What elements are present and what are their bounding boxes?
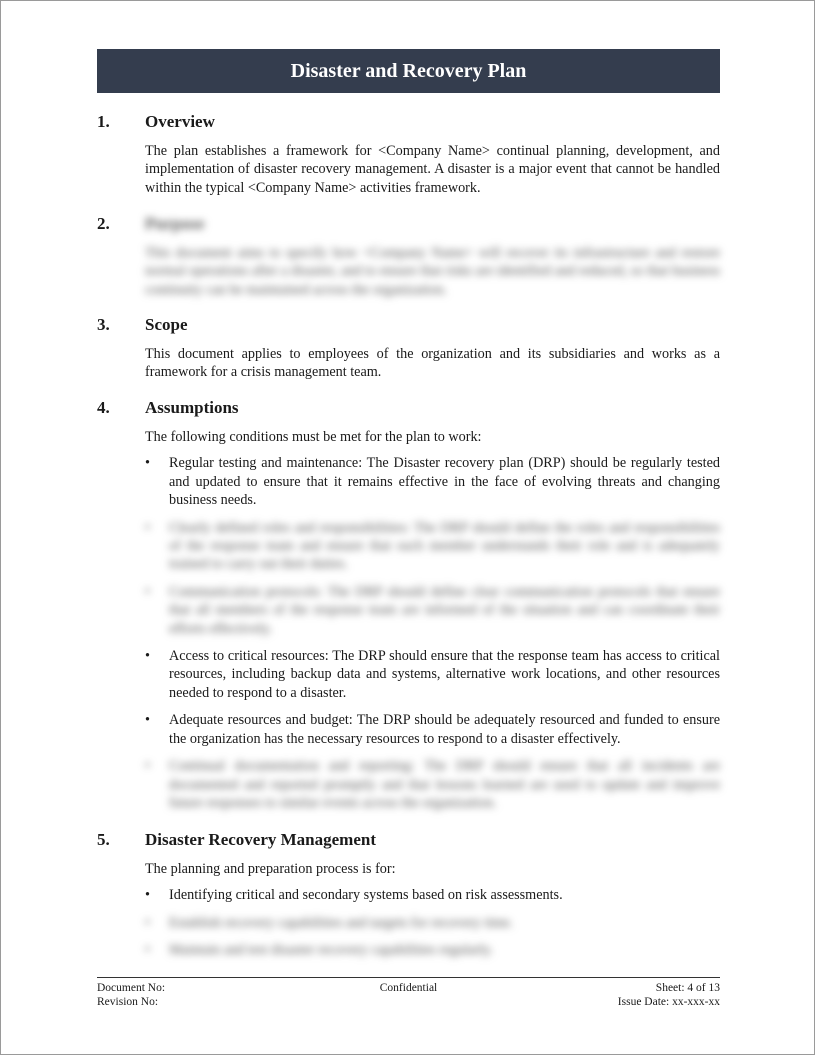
footer-confidential: Confidential: [379, 982, 438, 994]
list-item: [145, 454, 720, 509]
list-item-text: Establish recovery capabilities and targets for recovery time.: [169, 914, 514, 931]
list-item-text: Communication protocols: The DRP should define clear communication protocols that ensure that all members of the response team are informed of the situation and can coordinate their efforts effectively.: [169, 583, 720, 637]
bullet-icon: •: [145, 455, 150, 472]
section-heading: [97, 112, 720, 134]
footer-sheet: Sheet: 4 of 13: [655, 982, 720, 994]
list-item: [145, 914, 720, 932]
list-item-text: Continual documentation and reporting: The DRP should ensure that all incidents are documented and reported promptly and that lessons learned are used to update and improve future responses to similar events across the organization.: [169, 758, 720, 811]
bullet-icon: •: [145, 942, 150, 959]
planning-list: [145, 886, 720, 959]
document-title: Disaster and Recovery Plan: [290, 59, 527, 82]
footer-revision-no: Revision No:: [97, 996, 159, 1008]
section-overview: [97, 112, 720, 197]
section-heading: [97, 315, 720, 337]
bullet-icon: •: [145, 758, 150, 775]
section-scope: [97, 315, 720, 382]
section-number: 4.: [97, 398, 110, 417]
section-title: Disaster Recovery Management: [145, 830, 377, 849]
list-item-text: Adequate resources and budget: The DRP should be adequately resourced and funded to ensure the organization has the necessary resources to respond to a disaster effectively.: [169, 712, 720, 747]
section-number: 3.: [97, 315, 110, 334]
section-title: Assumptions: [145, 398, 239, 417]
section-title: Purpose: [145, 214, 205, 233]
list-item: [145, 941, 720, 959]
list-item-text: Access to critical resources: The DRP should ensure that the response team has access to critical resources, including backup data and systems, alternative work locations, and other resources needed to respond to a disaster.: [169, 648, 720, 701]
list-item-text: Regular testing and maintenance: The Disaster recovery plan (DRP) should be regularly tested and updated to ensure that it remains effective in the face of evolving threats and changing business needs.: [169, 455, 720, 509]
bullet-icon: •: [145, 914, 150, 931]
section-heading: [97, 214, 720, 236]
bullet-icon: •: [145, 712, 150, 729]
list-item-text: Maintain and test disaster recovery capabilities regularly.: [169, 942, 494, 959]
section-intro: The following conditions must be met for the plan to work:: [145, 429, 482, 445]
list-item: [145, 886, 720, 904]
list-item: [145, 757, 720, 812]
section-title: Overview: [145, 112, 215, 131]
footer-document-no: Document No:: [97, 982, 166, 994]
section-intro: The planning and preparation process is for:: [145, 861, 396, 877]
section-paragraph: This document applies to employees of the organization and its subsidiaries and works as a framework for a crisis management team.: [145, 346, 720, 381]
assumptions-list: [145, 454, 720, 812]
list-item: [145, 647, 720, 702]
bullet-icon: •: [145, 887, 150, 904]
document-title-bar: [97, 49, 720, 93]
bullet-icon: •: [145, 648, 150, 665]
section-paragraph: The plan establishes a framework for <Company Name> continual planning, development, and implementation of disaster recovery management. A disaster is a major event that cannot be handled within the typical <Company Name> activities framework.: [145, 143, 720, 196]
list-item: [145, 583, 720, 638]
section-paragraph: This document aims to specify how <Company Name> will recover its infrastructure and restore normal operations after a disaster, and to ensure that risks are identified and reduced, so that business continuity can be maintained across the organization.: [145, 245, 720, 298]
section-number: 2.: [97, 214, 110, 233]
section-disaster-recovery-management: [97, 830, 720, 969]
list-item: [145, 519, 720, 574]
section-number: 1.: [97, 112, 110, 131]
bullet-icon: •: [145, 519, 150, 536]
section-title: Scope: [145, 315, 188, 334]
list-item-text: Identifying critical and secondary systems based on risk assessments.: [169, 887, 563, 904]
section-heading: [97, 830, 720, 852]
list-item-text: Clearly defined roles and responsibilities: The DRP should define the roles and responsibilities of the response team and ensure that each member understands their role and is adequately trained to carry out their duties.: [169, 519, 720, 573]
section-assumptions: [97, 398, 720, 821]
footer-issue-date: Issue Date: xx-xxx-xx: [617, 996, 720, 1008]
page-footer: [97, 977, 720, 1009]
section-number: 5.: [97, 830, 110, 849]
list-item: [145, 711, 720, 748]
section-purpose: [97, 214, 720, 299]
section-heading: [97, 398, 720, 420]
bullet-icon: •: [145, 583, 150, 600]
